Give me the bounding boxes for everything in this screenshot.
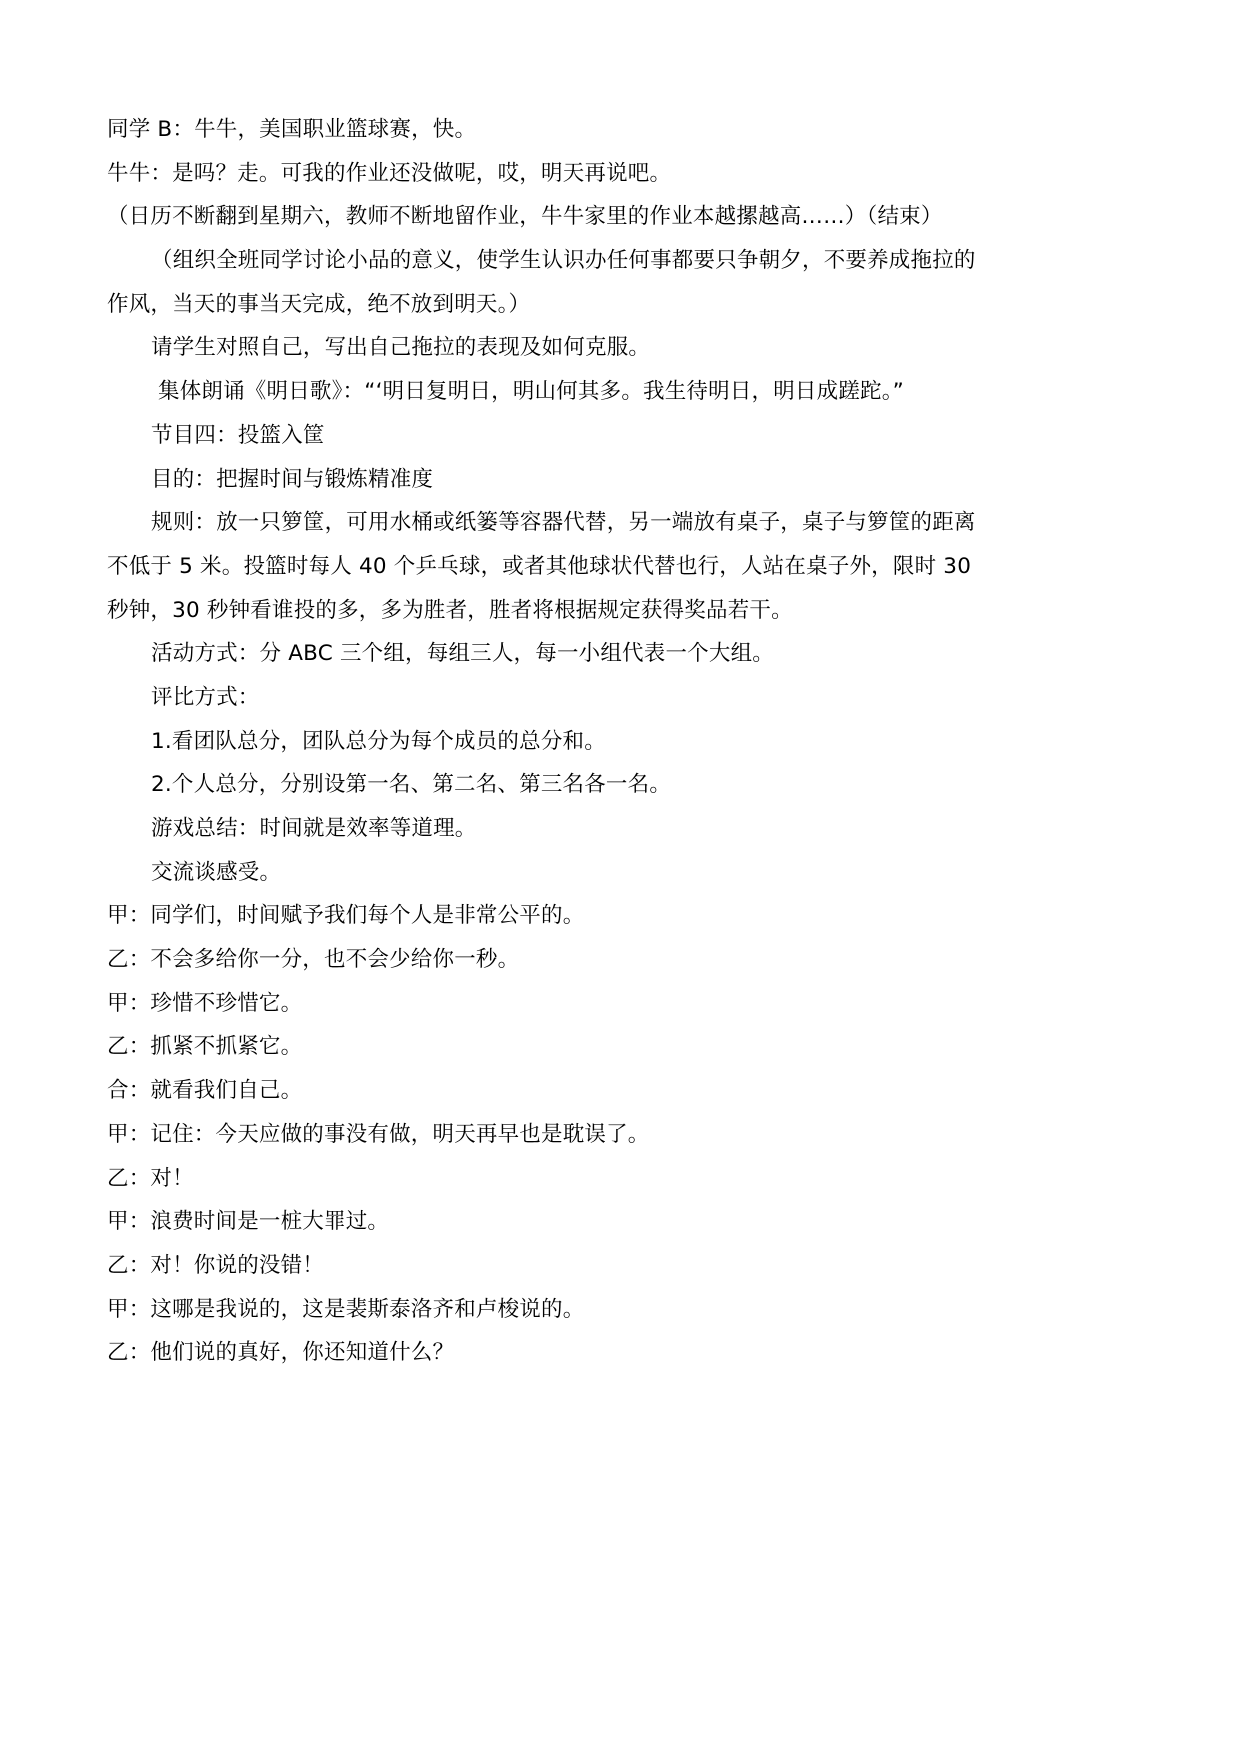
dialogue-line-yi: 乙：抓紧不抓紧它。 xyxy=(107,1034,303,1060)
dialogue-line-together: 合：就看我们自己。 xyxy=(107,1078,303,1104)
list-item-team-score: 1.看团队总分，团队总分为每个成员的总分和。 xyxy=(151,728,606,754)
dialogue-line-yi: 乙：对！ xyxy=(107,1165,194,1191)
dialogue-line-jia: 甲：同学们，时间赋予我们每个人是非常公平的。 xyxy=(107,903,585,929)
paragraph-discussion: （组织全班同学讨论小品的意义，使学生认识办任何事都要只争朝夕，不要养成拖拉的 xyxy=(151,248,976,274)
paragraph-purpose: 目的：把握时间与锻炼精准度 xyxy=(151,466,434,492)
document-page xyxy=(107,108,1127,1375)
dialogue-line-niuniu: 牛牛：是吗？走。可我的作业还没做呢，哎，明天再说吧。 xyxy=(107,160,672,186)
paragraph-game-summary: 游戏总结：时间就是效率等道理。 xyxy=(151,816,477,841)
paragraph-self-reflection: 请学生对照自己，写出自己拖拉的表现及如何克服。 xyxy=(151,335,651,361)
section-heading-program-four: 节目四：投篮入筐 xyxy=(151,422,325,448)
paragraph-discussion-cont: 作风，当天的事当天完成，绝不放到明天。） xyxy=(107,291,531,317)
paragraph-activity-method: 活动方式：分 ABC 三个组，每组三人，每一小组代表一个大组。 xyxy=(151,641,774,667)
dialogue-line-jia: 甲：记住：今天应做的事没有做，明天再早也是耽误了。 xyxy=(107,1121,650,1147)
list-item-individual-score: 2.个人总分，分别设第一名、第二名、第三名各一名。 xyxy=(151,772,672,798)
paragraph-rules-cont-1: 不低于 5 米。投篮时每人 40 个乒乓球，或者其他球状代替也行，人站在桌子外，限时 30 xyxy=(107,553,972,579)
dialogue-line-jia: 甲：浪费时间是一桩大罪过。 xyxy=(107,1209,390,1235)
paragraph-share-feelings: 交流谈感受。 xyxy=(151,859,282,885)
paragraph-recitation: 集体朗诵《明日歌》：“‘明日复明日，明山何其多。我生待明日，明日成蹉跎。” xyxy=(158,379,905,405)
stage-direction: （日历不断翻到星期六，教师不断地留作业，牛牛家里的作业本越摞越高……）（结束） xyxy=(107,204,943,230)
dialogue-line-classmate-b: 同学 B：牛牛，美国职业篮球赛，快。 xyxy=(107,117,477,142)
dialogue-line-yi: 乙：他们说的真好，你还知道什么？ xyxy=(107,1340,455,1366)
dialogue-line-yi: 乙：不会多给你一分，也不会少给你一秒。 xyxy=(107,947,520,973)
dialogue-line-jia: 甲：这哪是我说的，这是裴斯泰洛齐和卢梭说的。 xyxy=(107,1296,585,1322)
paragraph-rules-cont-2: 秒钟，30 秒钟看谁投的多，多为胜者，胜者将根据规定获得奖品若干。 xyxy=(107,597,793,623)
dialogue-line-jia: 甲：珍惜不珍惜它。 xyxy=(107,990,303,1016)
paragraph-rules: 规则：放一只箩筐，可用水桶或纸篓等容器代替，另一端放有桌子，桌子与箩筐的距离 xyxy=(151,510,976,536)
dialogue-line-yi: 乙：对！你说的没错！ xyxy=(107,1252,325,1278)
paragraph-evaluation-heading: 评比方式： xyxy=(151,684,260,710)
